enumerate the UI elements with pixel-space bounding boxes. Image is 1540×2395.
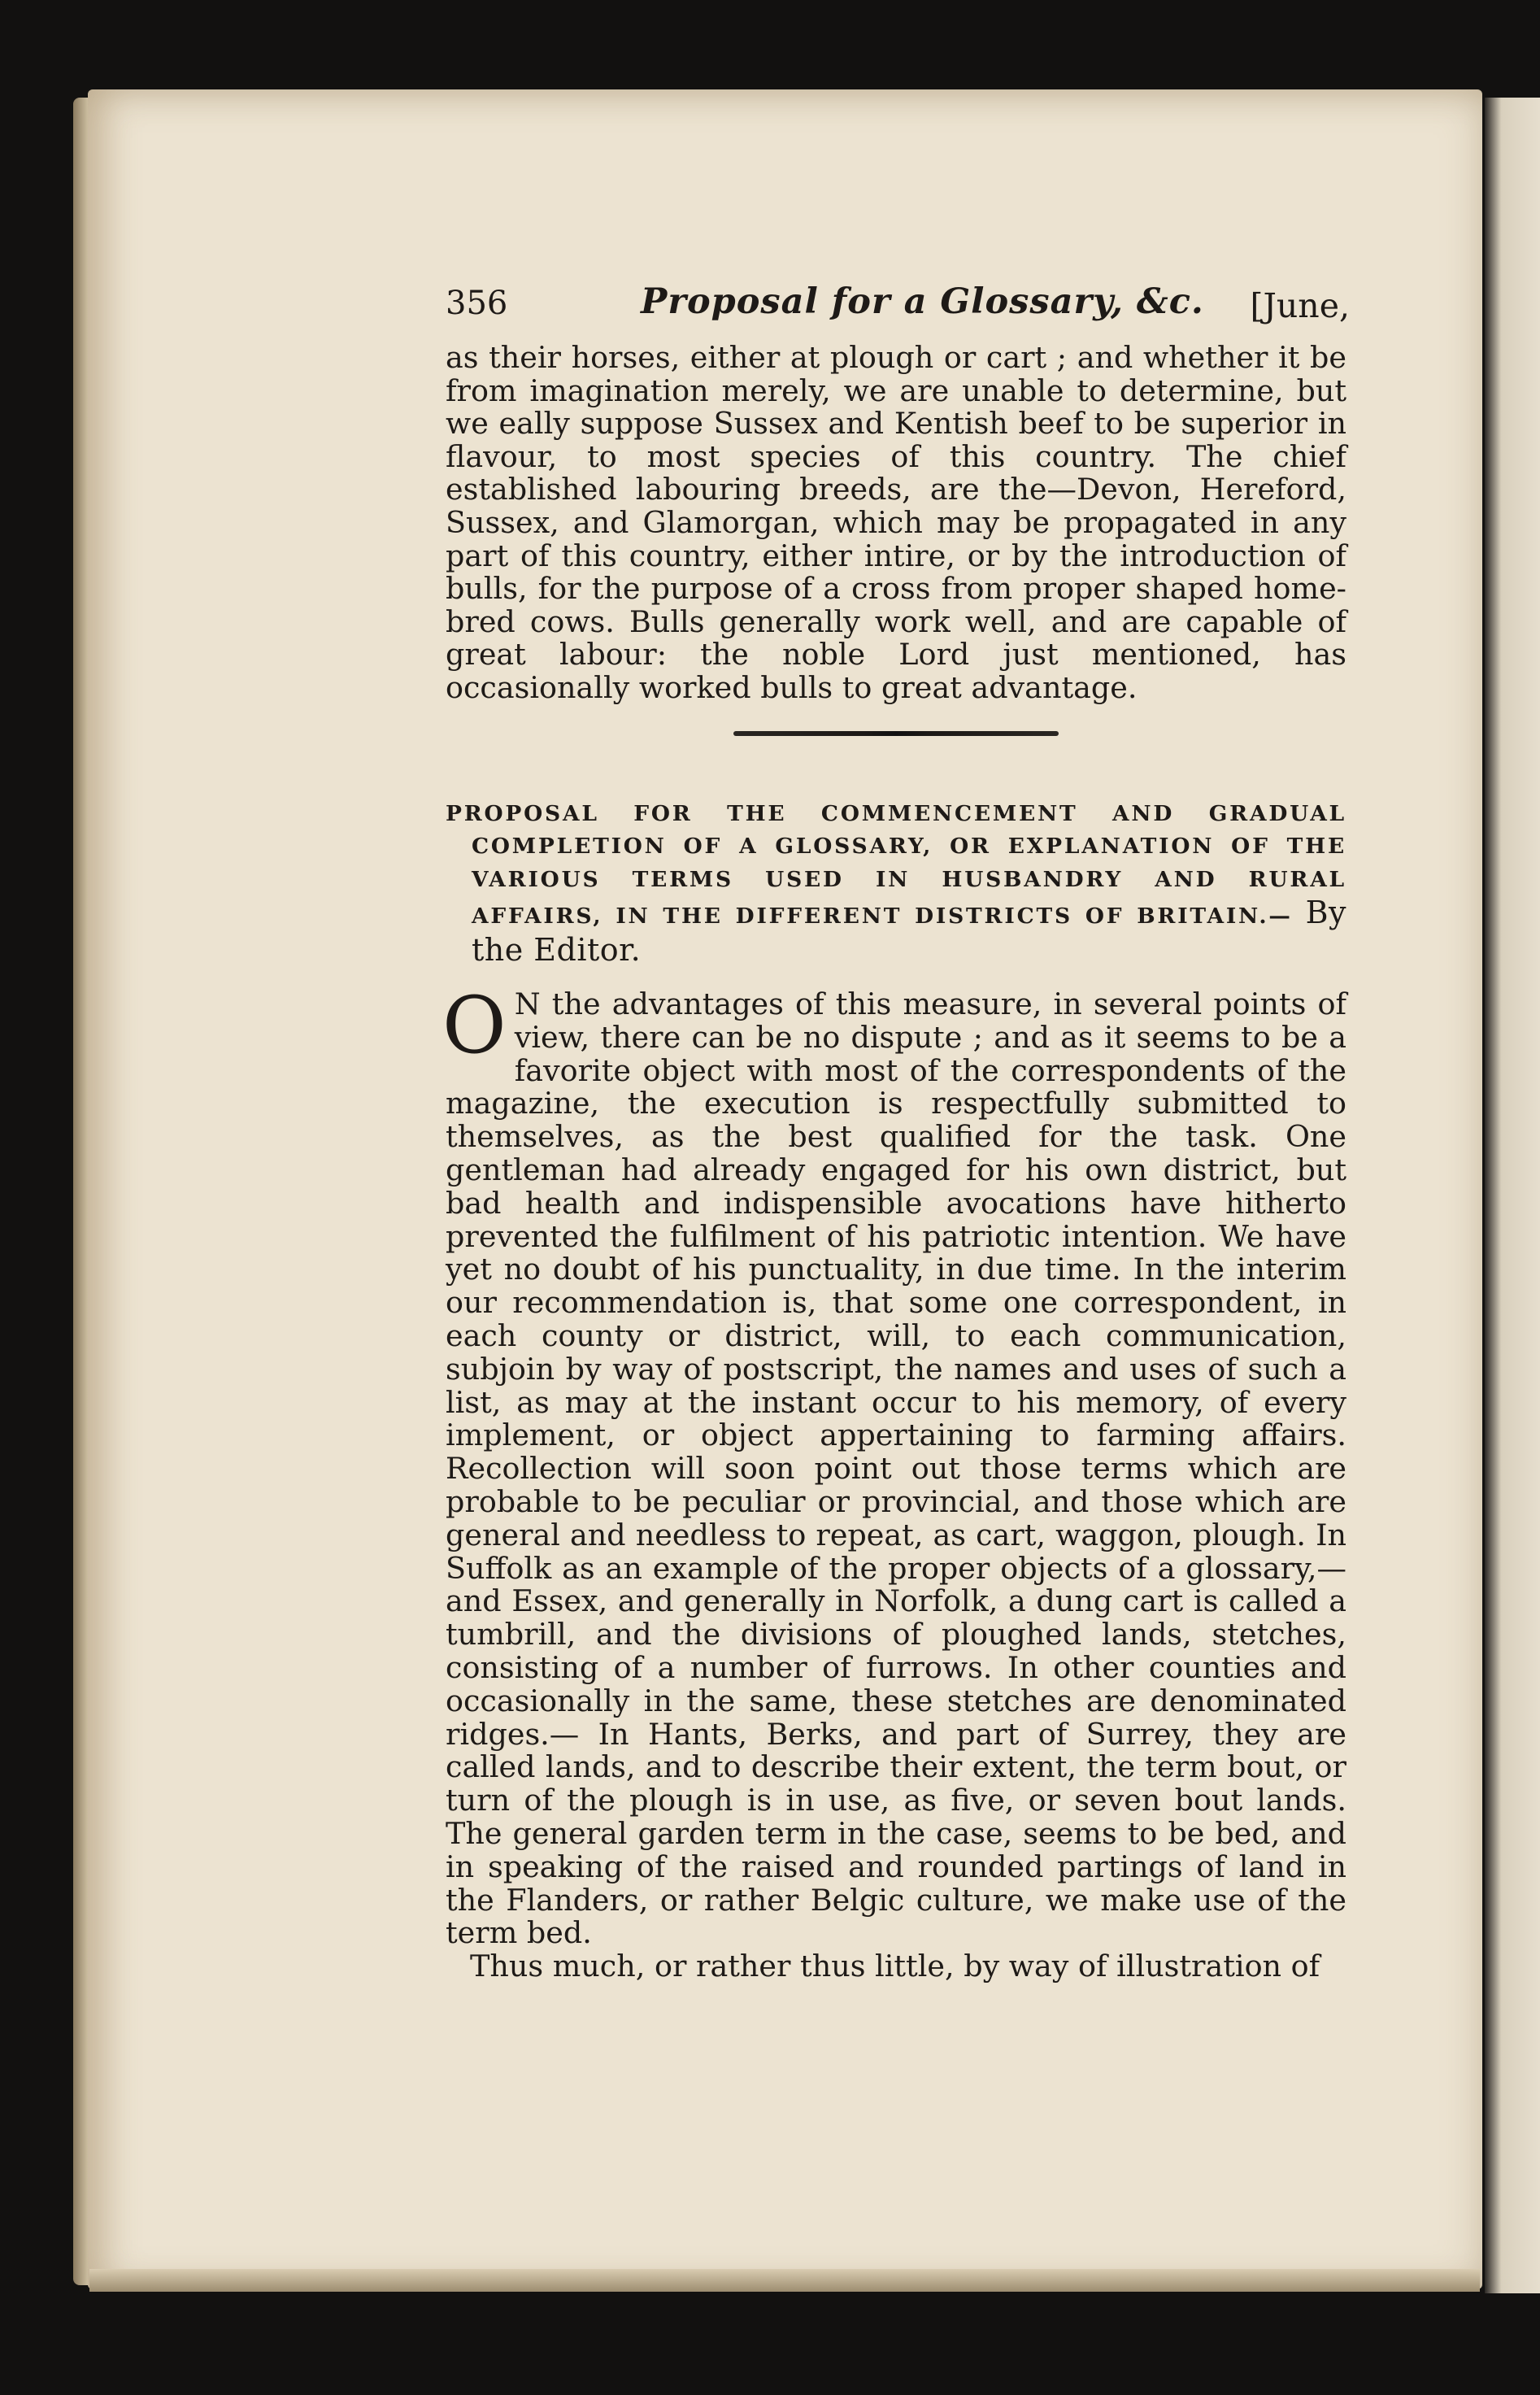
facing-page-edge <box>1485 98 1540 2293</box>
final-line: Thus much, or rather thus little, by way of illustration of <box>470 1949 1320 1984</box>
page-edge-bottom <box>89 2269 1480 2292</box>
running-title: Proposal for a Glossary, &c. <box>641 281 1204 322</box>
byline: By the Editor. <box>472 895 1346 968</box>
section-divider <box>733 731 1059 736</box>
running-head <box>446 277 1350 342</box>
section-heading <box>446 798 1346 971</box>
running-date: [June, <box>1250 286 1350 325</box>
drop-cap: O <box>442 980 507 1072</box>
page-content <box>442 277 1350 1984</box>
section-body <box>442 980 1346 1984</box>
section-heading-text: PROPOSAL FOR THE COMMENCEMENT AND GRADUAL COMPLETION OF A GLOSSARY, OR EXPLANATION OF THE VARIOUS TERMS USED IN HUSBANDRY AND RURAL AFFAIRS, IN THE DIFFERENT DISTRICTS OF BRITAIN.— <box>446 800 1346 930</box>
page-number: 356 <box>446 285 508 322</box>
section-body-text: N the advantages of this measure, in several points of view, there can be no dispute ; and as it seems to be a favorite object with most of the correspondents of the magazine, the execution is respectfully submitted to themselves, as the best qualified for the task. One gentleman had already engaged for his own district, but bad health and indispensible avocations have hitherto prevented the fulfilment of his patriotic intention. We have yet no doubt of his punctuality, in due time. In the interim our recommendation is, that some one correspondent, in each county or district, will, to each communication, subjoin by way of postscript, the names and uses of such a list, as may at the instant occur to his memory, of every implement, or object appertaining to farming affairs. Recollection will soon point out those terms which are probable to be peculiar or provincial, and those which are general and needless to repeat, as cart, waggon, plough. In Suffolk as an example of the proper objects of a glossary,— and Essex, and generally in Norfolk, a dung cart is called a tumbrill, and the divisions of ploughed lands, stetches, consisting of a number of furrows. In other counties and occasionally in the same, these stetches are denominated ridges.— In Hants, Berks, and part of Surrey, they are called lands, and to describe their extent, the term bout, or turn of the plough is in use, as five, or seven bout lands. The general garden term in the case, seems to be bed, and in speaking of the raised and rounded partings of land in the Flanders, or rather Belgic culture, we make use of the term bed. <box>446 986 1346 1951</box>
paragraph-continuation: as their horses, either at plough or cart ; and whether it be from imagination merely, we are unable to determine, but we eally suppose Sussex and Kentish beef to be superior in flavour, to most species of this country. The chief established labouring breeds, are the—Devon, Hereford, Sussex, and Glamorgan, which may be propagated in any part of this country, either intire, or by the introduction of bulls, for the purpose of a cross from proper shaped home-bred cows. Bulls generally work well, and are capable of great labour: the noble Lord just mentioned, has occasionally worked bulls to great advantage. <box>446 340 1346 705</box>
